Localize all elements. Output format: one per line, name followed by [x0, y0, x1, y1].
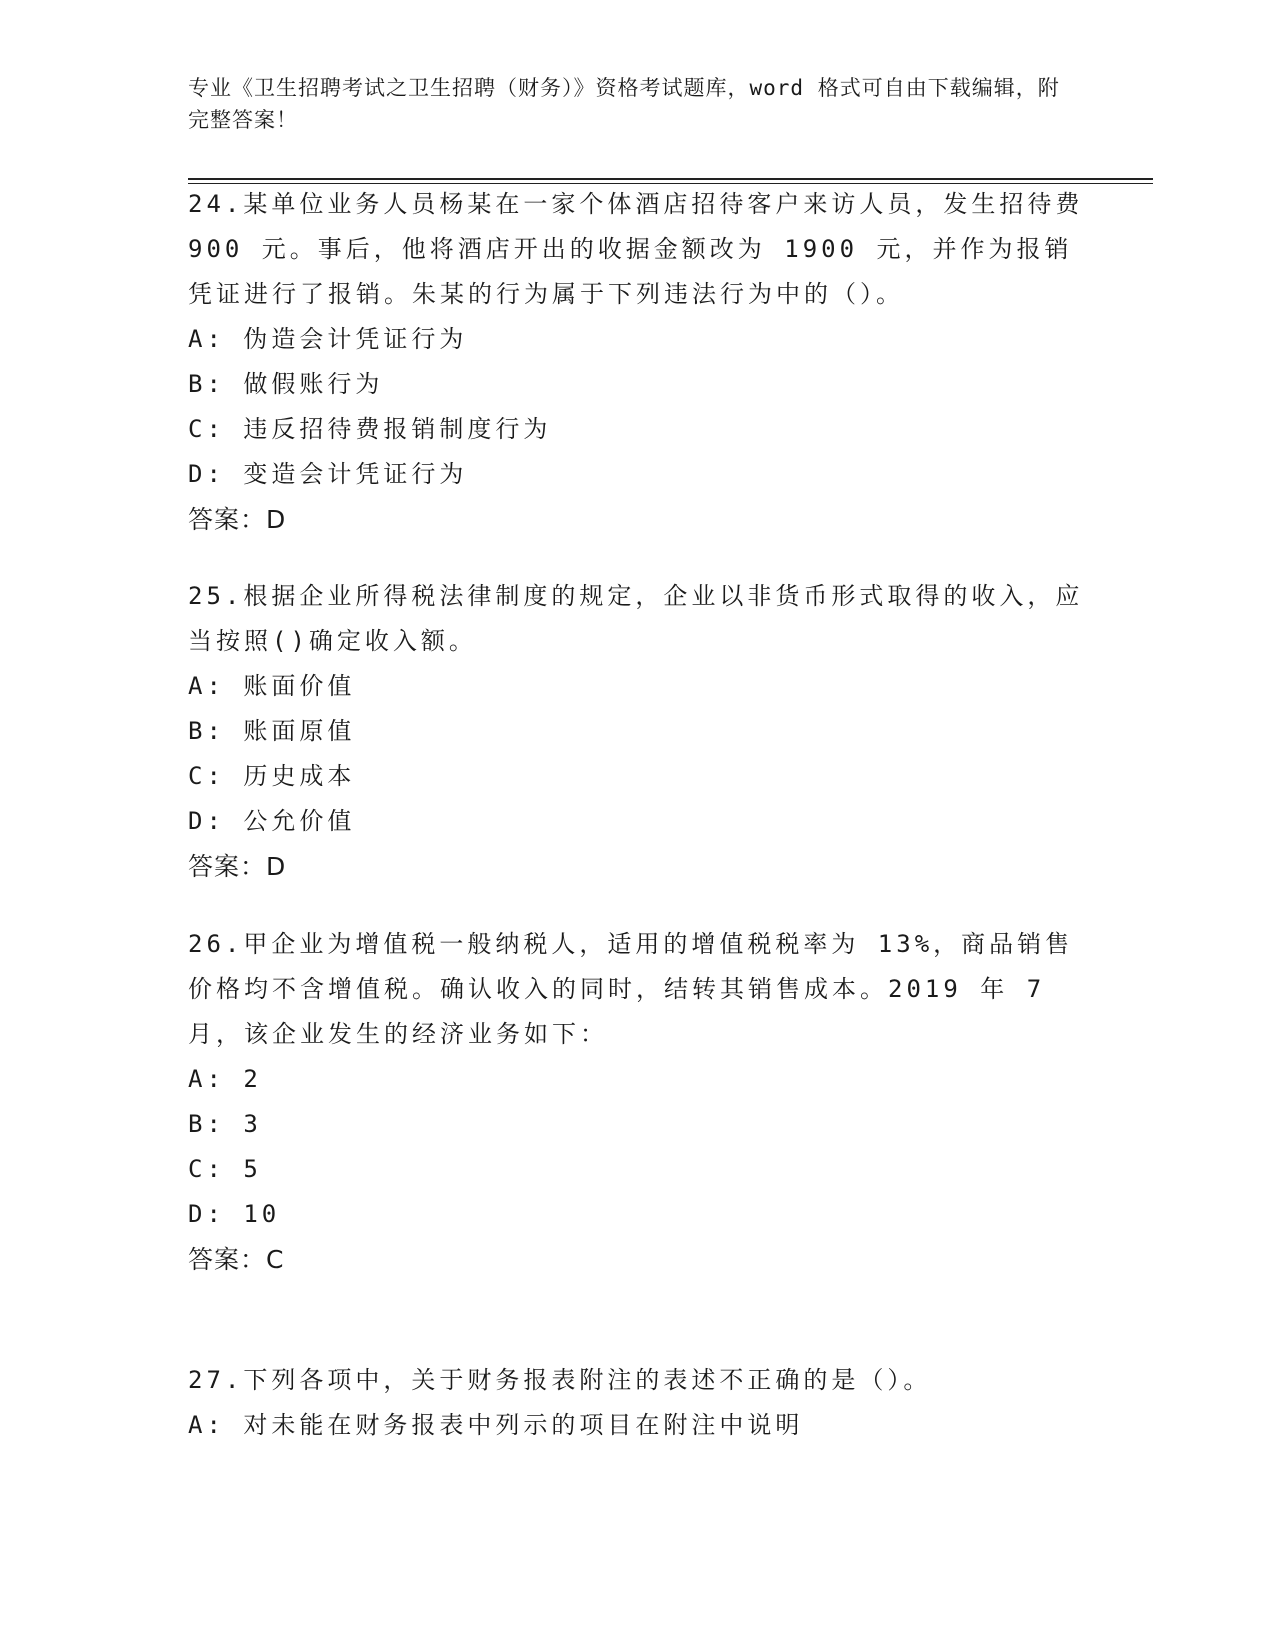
question-27: [188, 1358, 1088, 1448]
option-d: D: 10: [188, 1200, 281, 1228]
option-d: D: 变造会计凭证行为: [188, 460, 468, 488]
answer: 答案：D: [188, 852, 287, 881]
option-a: A: 伪造会计凭证行为: [188, 325, 468, 353]
option-c: C: 违反招待费报销制度行为: [188, 415, 552, 443]
question-25: [188, 574, 1088, 889]
option-b: B: 账面原值: [188, 717, 356, 745]
option-a: A: 2: [188, 1065, 262, 1093]
answer: 答案：C: [188, 1245, 285, 1274]
option-c: C: 历史成本: [188, 762, 356, 790]
option-a: A: 对未能在财务报表中列示的项目在附注中说明: [188, 1411, 804, 1439]
question-26: [188, 922, 1088, 1282]
option-b: B: 做假账行为: [188, 370, 384, 398]
document-header: 专业《卫生招聘考试之卫生招聘（财务）》资格考试题库，word 格式可自由下载编辑，附完整答案！: [188, 76, 1060, 132]
question-stem: 26.甲企业为增值税一般纳税人，适用的增值税税率为 13%，商品销售价格均不含增值税。确认收入的同时，结转其销售成本。2019 年 7 月，该企业发生的经济业务如下：: [188, 930, 1074, 1048]
question-24: [188, 182, 1088, 542]
answer: 答案：D: [188, 505, 287, 534]
option-c: C: 5: [188, 1155, 262, 1183]
question-stem: 25.根据企业所得税法律制度的规定，企业以非货币形式取得的收入，应当按照()确定收入额。: [188, 582, 1084, 655]
header-rule-thick: [188, 178, 1153, 180]
option-d: D: 公允价值: [188, 807, 356, 835]
option-a: A: 账面价值: [188, 672, 356, 700]
option-b: B: 3: [188, 1110, 262, 1138]
question-stem: 24.某单位业务人员杨某在一家个体酒店招待客户来访人员，发生招待费 900 元。事后，他将酒店开出的收据金额改为 1900 元，并作为报销凭证进行了报销。朱某的行为属于下列违法行为中的（）。: [188, 190, 1084, 308]
question-stem: 27.下列各项中，关于财务报表附注的表述不正确的是（）。: [188, 1366, 932, 1394]
